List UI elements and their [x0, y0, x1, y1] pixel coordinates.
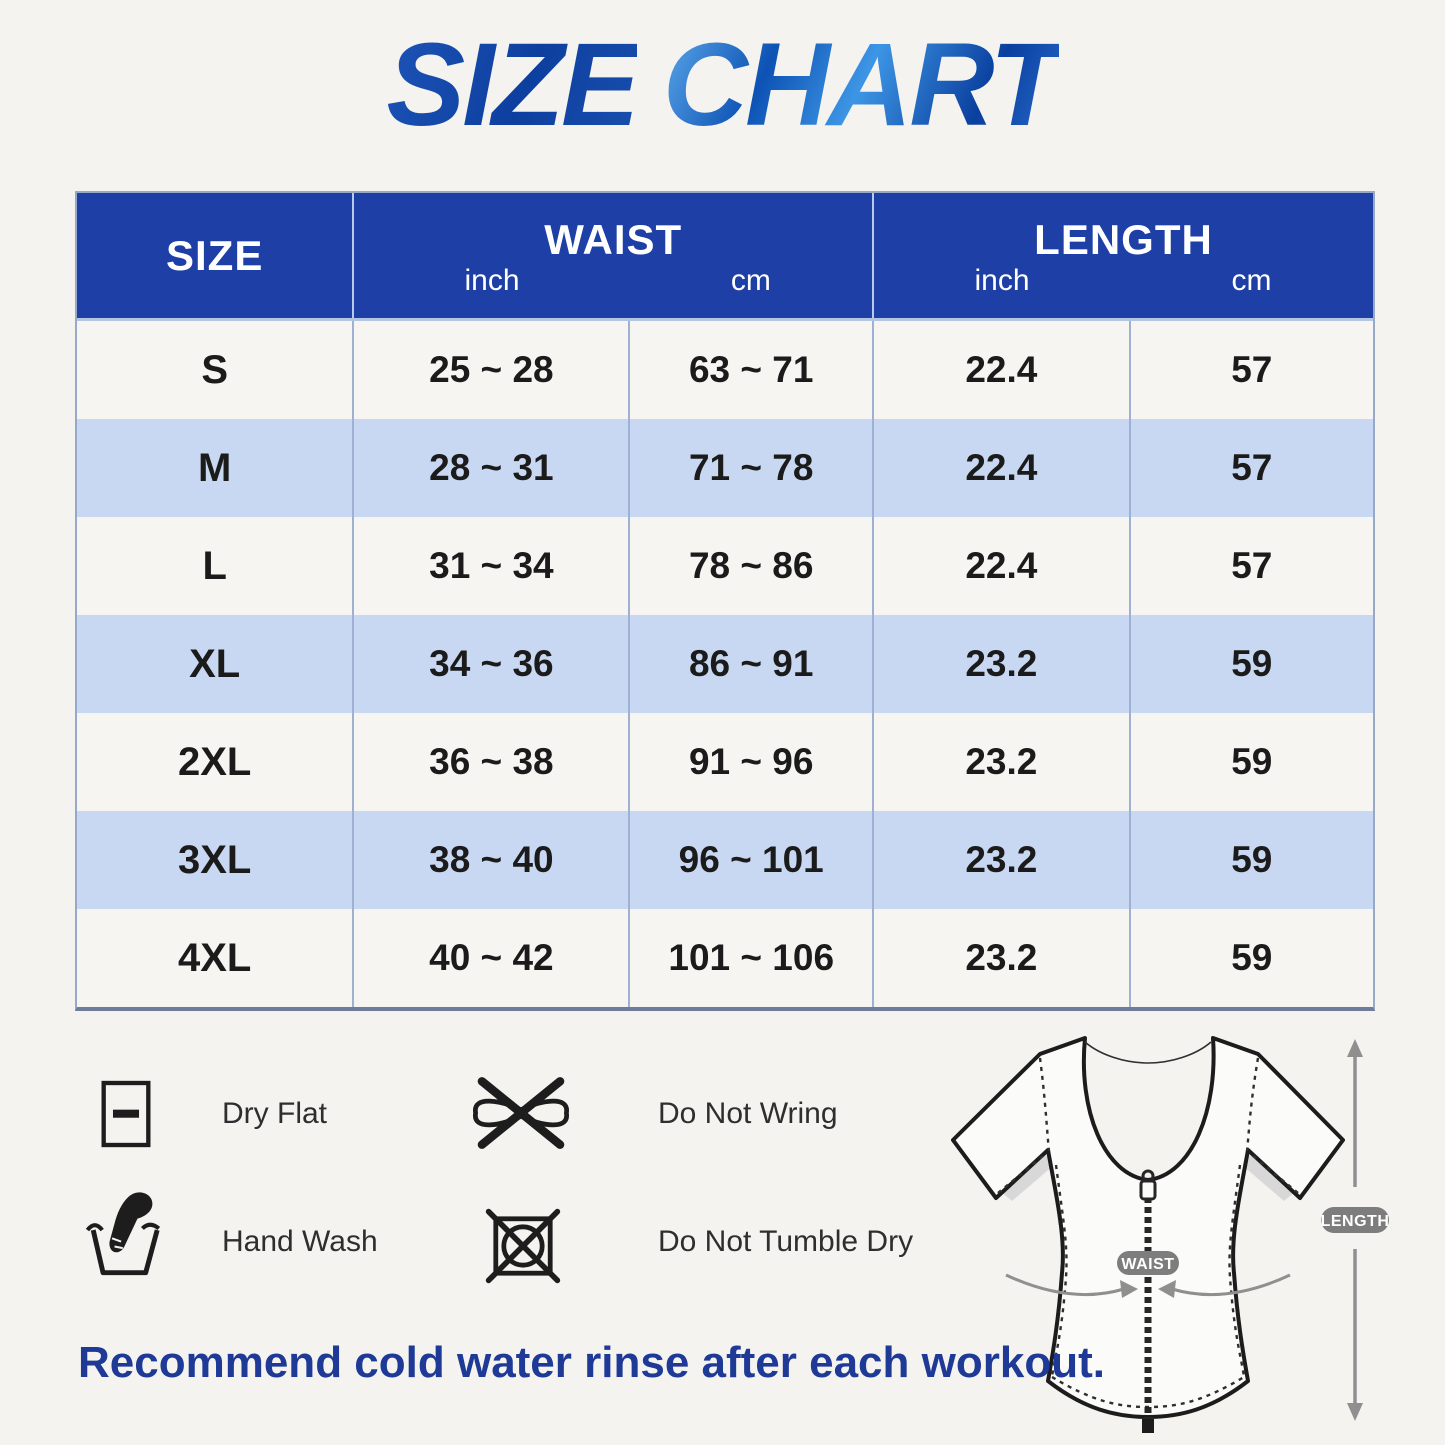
- header-length-group: [874, 193, 1373, 318]
- length-cm-value: 59: [1231, 839, 1273, 880]
- waist-cm-value: 96 ~ 101: [630, 811, 874, 909]
- length-cm-value: 59: [1231, 643, 1273, 684]
- length-measure-arrow: [1321, 1039, 1390, 1421]
- table-row-4xl: [77, 909, 1373, 1007]
- length-inch-value: 23.2: [874, 811, 1131, 909]
- waist-inch-value: 28 ~ 31: [354, 419, 630, 517]
- header-length: LENGTH: [1034, 215, 1213, 263]
- waist-label-pill: [1117, 1251, 1179, 1275]
- table-row-l: [77, 517, 1373, 615]
- header-waist-cm: cm: [730, 263, 771, 297]
- size-value: XL: [77, 615, 354, 713]
- table-row-m: [77, 419, 1373, 517]
- hand-wash-icon: [85, 1190, 167, 1280]
- waist-inch-value: 36 ~ 38: [354, 713, 630, 811]
- size-table: [75, 191, 1375, 1011]
- length-cm-value: 57: [1231, 447, 1273, 488]
- length-cm-value: 59: [1231, 741, 1273, 782]
- size-table-header: [77, 193, 1373, 321]
- title-word-size: SIZE: [386, 14, 636, 156]
- length-cm-value: 59: [1231, 937, 1273, 978]
- length-cm-value: 57: [1231, 545, 1273, 586]
- size-value: 3XL: [77, 811, 354, 909]
- size-value: 4XL: [77, 909, 354, 1007]
- length-inch-value: 23.2: [874, 909, 1131, 1007]
- waist-cm-value: 71 ~ 78: [630, 419, 874, 517]
- waist-cm-value: 63 ~ 71: [630, 321, 874, 419]
- dry-flat-icon: [95, 1078, 157, 1150]
- page-title: [0, 14, 1445, 156]
- length-inch-value: 22.4: [874, 517, 1131, 615]
- table-row-2xl: [77, 713, 1373, 811]
- header-waist-group: [354, 193, 874, 318]
- waist-inch-value: 34 ~ 36: [354, 615, 630, 713]
- waist-cm-value: 86 ~ 91: [630, 615, 874, 713]
- header-length-inch: inch: [974, 263, 1030, 297]
- table-row-3xl: [77, 811, 1373, 909]
- care-label-dry-flat: Dry Flat: [222, 1097, 327, 1130]
- length-cm-value: 57: [1231, 349, 1273, 390]
- waist-cm-value: 101 ~ 106: [630, 909, 874, 1007]
- header-size: SIZE: [77, 193, 354, 318]
- do-not-tumble-dry-icon: [483, 1205, 563, 1287]
- footer-note: Recommend cold water rinse after each workout.: [78, 1338, 1105, 1387]
- header-waist: WAIST: [544, 215, 683, 263]
- waist-inch-value: 31 ~ 34: [354, 517, 630, 615]
- header-length-cm: cm: [1231, 263, 1272, 297]
- size-value: 2XL: [77, 713, 354, 811]
- waist-cm-value: 78 ~ 86: [630, 517, 874, 615]
- waist-cm-value: 91 ~ 96: [630, 713, 874, 811]
- waist-inch-value: 40 ~ 42: [354, 909, 630, 1007]
- table-row-xl: [77, 615, 1373, 713]
- size-value: M: [77, 419, 354, 517]
- waist-inch-value: 25 ~ 28: [354, 321, 630, 419]
- care-label-do-not-tumble-dry: Do Not Tumble Dry: [658, 1225, 914, 1258]
- waist-inch-value: 38 ~ 40: [354, 811, 630, 909]
- size-value: L: [77, 517, 354, 615]
- length-inch-value: 22.4: [874, 321, 1131, 419]
- length-label: LENGTH: [1320, 1213, 1390, 1230]
- length-inch-value: 23.2: [874, 713, 1131, 811]
- table-row-s: [77, 321, 1373, 419]
- title-word-chart: CHART: [663, 14, 1059, 156]
- waist-label: WAIST: [1121, 1256, 1175, 1273]
- length-inch-value: 22.4: [874, 419, 1131, 517]
- care-label-hand-wash: Hand Wash: [222, 1225, 378, 1258]
- do-not-wring-icon: [468, 1075, 574, 1151]
- header-waist-inch: inch: [464, 263, 520, 297]
- size-value: S: [77, 321, 354, 419]
- length-inch-value: 23.2: [874, 615, 1131, 713]
- care-label-do-not-wring: Do Not Wring: [658, 1097, 838, 1130]
